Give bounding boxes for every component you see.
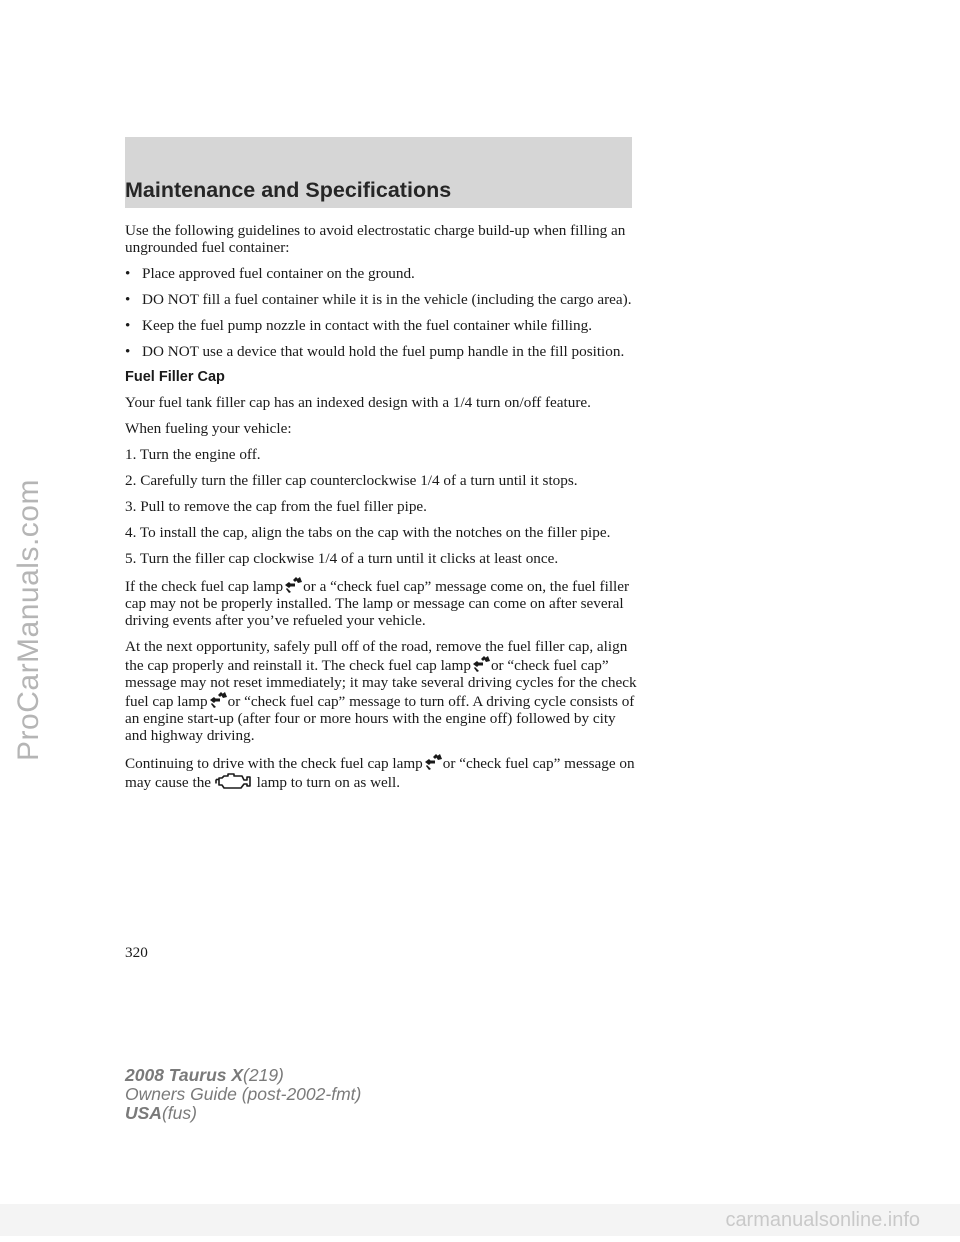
side-watermark bbox=[4, 240, 54, 1000]
paragraph-text: or a “check fuel cap” message come on, the fuel filler cap may not be properly installed. The lamp or message can come on after several driving events after you’ve refueled your vehicle. bbox=[125, 578, 630, 629]
reinstall-paragraph bbox=[125, 638, 637, 744]
paragraph-text: If the check fuel cap lamp bbox=[125, 578, 284, 595]
check-fuel-cap-icon bbox=[471, 655, 491, 672]
page-title: Maintenance and Specifications bbox=[125, 178, 452, 202]
bottom-watermark bbox=[0, 1204, 960, 1236]
intro-paragraph: Use the following guidelines to avoid electrostatic charge build-up when filling an ungrounded fuel container: bbox=[125, 222, 626, 256]
footer-market: USA bbox=[125, 1103, 162, 1123]
check-fuel-cap-icon bbox=[423, 753, 443, 770]
step-item: 1. Turn the engine off. bbox=[125, 446, 261, 463]
fueling-intro: When fueling your vehicle: bbox=[125, 420, 292, 437]
bullet-symbol: • bbox=[125, 265, 131, 282]
bullet-symbol: • bbox=[125, 317, 131, 334]
side-watermark-text: ProCarManuals.com bbox=[12, 479, 45, 761]
warning-paragraph bbox=[125, 753, 637, 791]
cap-description: Your fuel tank filler cap has an indexed design with a 1/4 turn on/off feature. bbox=[125, 394, 591, 411]
bullet-item bbox=[125, 265, 637, 282]
footer-code: (219) bbox=[243, 1065, 284, 1085]
paragraph-text: or “check fuel cap” message on may cause the bbox=[125, 755, 635, 791]
paragraph-text: Continuing to drive with the check fuel cap lamp bbox=[125, 755, 423, 772]
bullet-item bbox=[125, 317, 637, 334]
section-subheading: Fuel Filler Cap bbox=[125, 369, 225, 385]
bullet-text: Place approved fuel container on the ground. bbox=[142, 265, 415, 282]
bullet-text: Keep the fuel pump nozzle in contact with the fuel container while filling. bbox=[142, 317, 592, 334]
step-item: 3. Pull to remove the cap from the fuel filler pipe. bbox=[125, 498, 427, 515]
check-fuel-cap-icon bbox=[208, 691, 228, 708]
check-engine-icon bbox=[215, 772, 253, 790]
paragraph-text: or “check fuel cap” message to turn off. A driving cycle consists of an engine start-up (after four or more hours with the engine off) followed by city and highway driving. bbox=[125, 693, 635, 744]
footer-code: (fus) bbox=[161, 1103, 197, 1123]
fuel-cap-lamp-paragraph bbox=[125, 576, 637, 629]
bullet-text: DO NOT fill a fuel container while it is in the vehicle (including the cargo area). bbox=[142, 291, 632, 308]
step-item: 4. To install the cap, align the tabs on the cap with the notches on the filler pipe. bbox=[125, 524, 611, 541]
step-item: 2. Carefully turn the filler cap counterclockwise 1/4 of a turn until it stops. bbox=[125, 472, 578, 489]
bullet-text: DO NOT use a device that would hold the fuel pump handle in the fill position. bbox=[142, 343, 625, 360]
section-header bbox=[125, 137, 632, 208]
paragraph-text: or “check fuel cap” message may not reset immediately; it may take several driving cycles for the check fuel cap lamp bbox=[125, 657, 637, 710]
footer-line bbox=[125, 1066, 361, 1085]
page-number: 320 bbox=[125, 944, 148, 961]
bullet-item bbox=[125, 291, 637, 308]
paragraph-text: lamp to turn on as well. bbox=[256, 774, 401, 791]
bullet-symbol: • bbox=[125, 343, 131, 360]
footer-model: 2008 Taurus X bbox=[125, 1065, 244, 1085]
bottom-watermark-text: carmanualsonline.info bbox=[725, 1209, 920, 1231]
paragraph-text: At the next opportunity, safely pull off of the road, remove the fuel filler cap, align the cap properly and reinstall it. The check fuel cap lamp bbox=[125, 638, 628, 674]
footer-line: Owners Guide (post-2002-fmt) bbox=[125, 1084, 362, 1104]
step-item: 5. Turn the filler cap clockwise 1/4 of a turn until it clicks at least once. bbox=[125, 550, 559, 567]
page-content bbox=[125, 222, 637, 800]
document-footer bbox=[125, 1066, 361, 1123]
bullet-item bbox=[125, 343, 637, 360]
footer-line bbox=[125, 1104, 361, 1123]
check-fuel-cap-icon bbox=[283, 576, 303, 593]
bullet-symbol: • bbox=[125, 291, 131, 308]
